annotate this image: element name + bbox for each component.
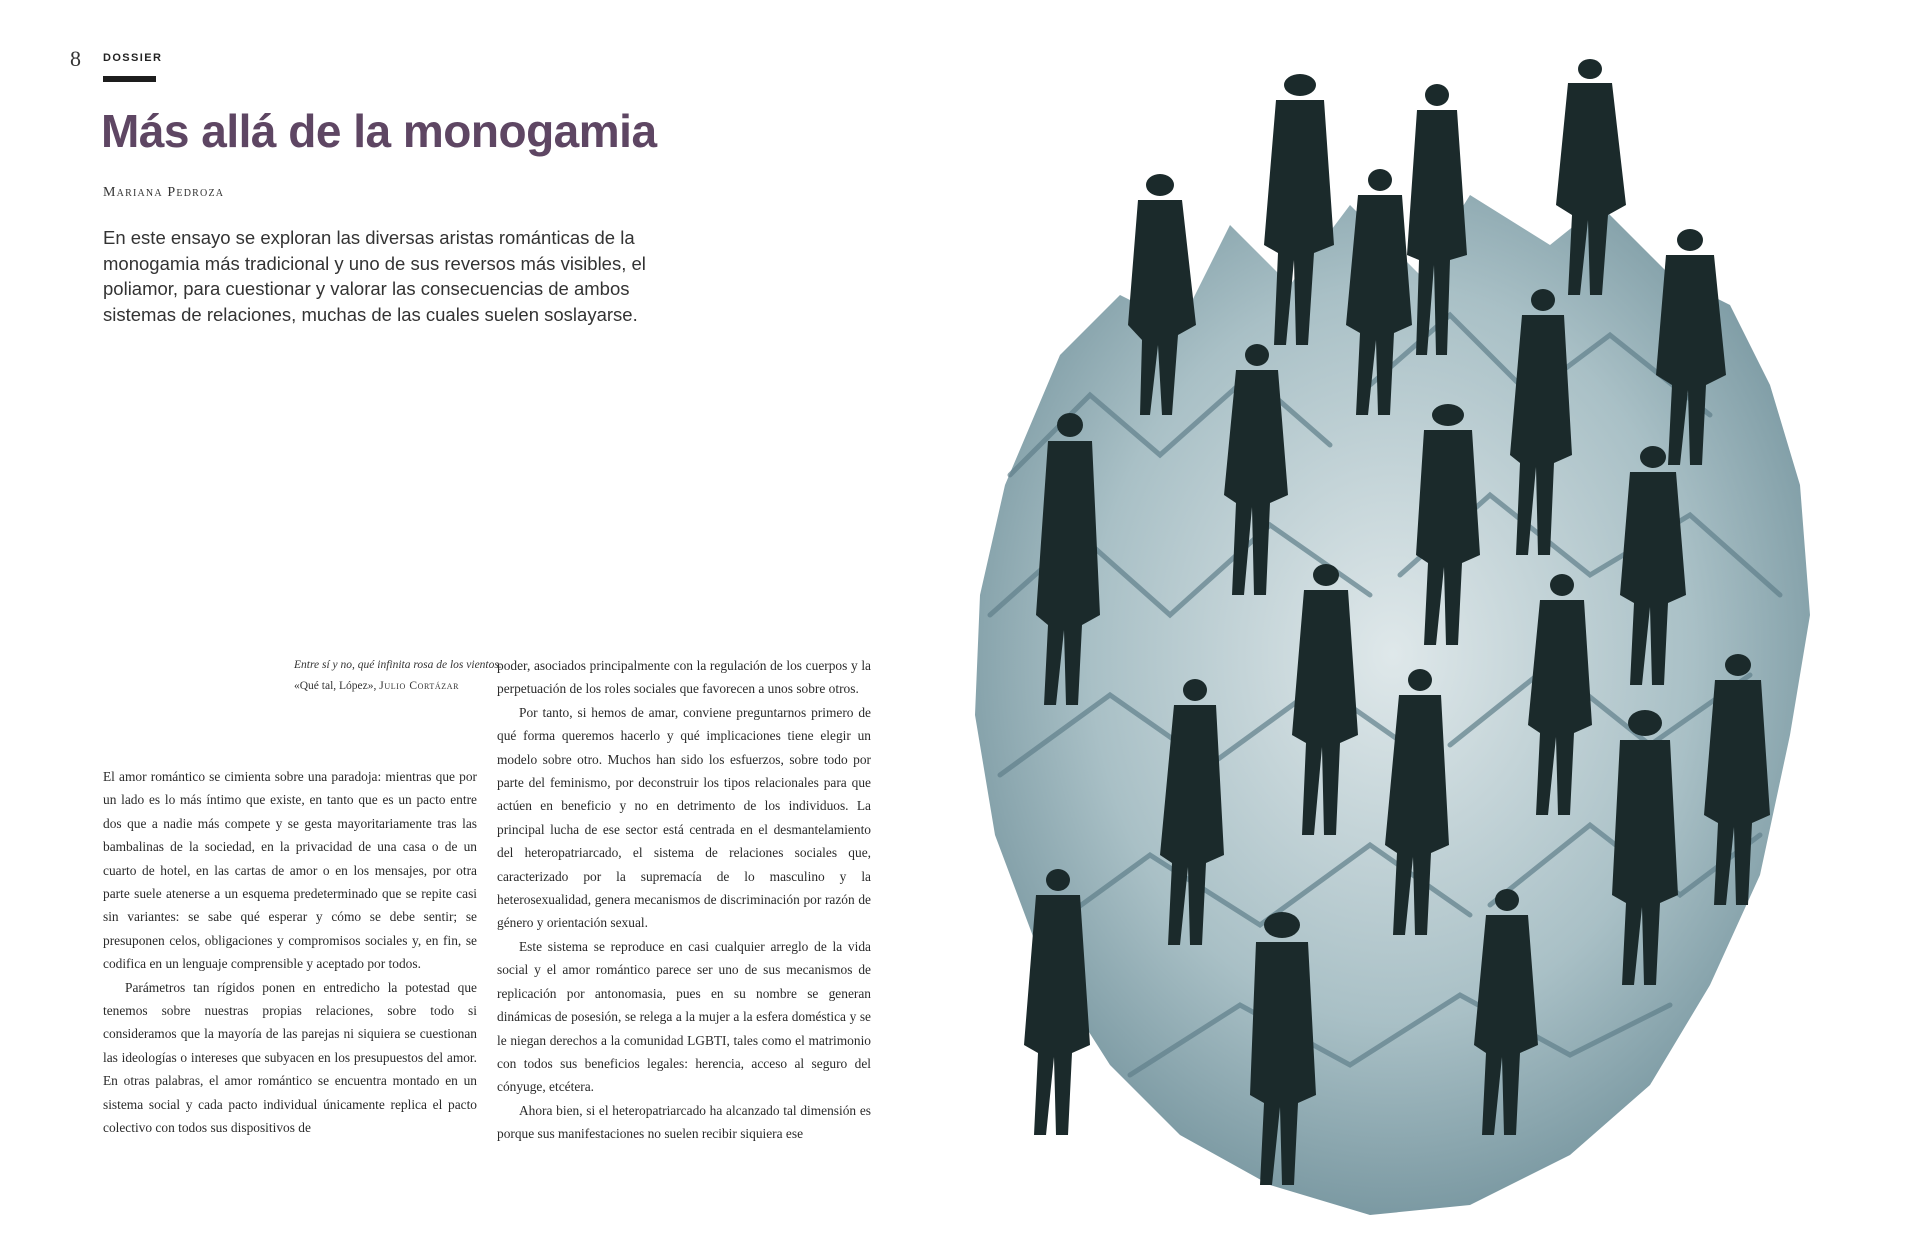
epigraph-author: Julio Cortázar (379, 680, 460, 692)
epigraph-work: «Qué tal, López», (294, 680, 377, 692)
section-rule (103, 76, 156, 82)
article-author: Mariana Pedroza (103, 185, 225, 200)
paragraph: Este sistema se reproduce en casi cualquier arreglo de la vida social y el amor romántico parece ser uno de sus mecanismos de replicación por antonomasia, pues en su nombre se generan dinámicas de posesión, se relega a la mujer a la esfera doméstica y se le niegan derechos a la comunidad LGBTI, tales como el matrimonio con todos sus beneficios legales: herencia, acceso al seguro del cónyuge, etcétera. (497, 938, 871, 1095)
body-column-right (497, 654, 871, 1146)
paragraph: Parámetros tan rígidos ponen en entredicho la potestad que tenemos sobre nuestras propias relaciones, sobre todo si consideramos que la mayoría de las parejas ni siquiera se cuestionan las ideologías o intereses que subyacen en los presupuestos del amor. En otras palabras, el amor romántico se encuentra montado en un sistema social y cada pacto individual únicamente replica el pacto colectivo con todos sus dispositivos de (103, 979, 477, 1136)
paragraph: Por tanto, si hemos de amar, conviene preguntarnos primero de qué forma queremos hacerlo y qué implicaciones tiene elegir un modelo sobre otro. Muchos han sido los esfuerzos, sobre todo por parte del feminismo, por deconstruir los tipos relacionales para que actúen en beneficio y no en detrimento de los individuos. La principal lucha de ese sector está centrada en el desmantelamiento del heteropatriarcado, el sistema de relaciones sociales que, caracterizado por la supremacía de lo masculino y la heterosexualidad, genera mecanismos de discriminación por razón de género y orientación sexual. (497, 704, 871, 931)
section-label: DOSSIER (103, 52, 163, 64)
page-number: 8 (70, 46, 81, 71)
epigraph (294, 655, 519, 697)
body-column-left (103, 765, 477, 1145)
paragraph: poder, asociados principalmente con la regulación de los cuerpos y la perpetuación de los roles sociales que favorecen a unos sobre otros. (497, 658, 871, 697)
mountain-figures-illustration (950, 55, 1880, 1235)
paragraph: Ahora bien, si el heteropatriarcado ha alcanzado tal dimensión es porque sus manifestaciones no suelen recibir siquiera ese (497, 1102, 871, 1142)
article-title: Más allá de la monogamia (101, 105, 657, 157)
paragraph: El amor romántico se cimienta sobre una paradoja: mientras que por un lado es lo más íntimo que existe, en tanto que es un pacto entre dos que a nadie más compete y se gesta mayoritariamente tras las bambalinas de la sociedad, en la privacidad de una casa o de un cuarto de hotel, en las cartas de amor o en los mensajes, por otra parte suele atenerse a un esquema predeterminado que se repite casi sin variantes: se sabe qué esperar y cómo se debe sentir; se presuponen celos, obligaciones y compromisos sociales y, en fin, se codifica en un lenguaje comprensible y aceptado por todos. (103, 769, 477, 972)
epigraph-source (294, 676, 519, 697)
article-lede: En este ensayo se exploran las diversas aristas románticas de la monogamia más tradicional y uno de sus reversos más visibles, el poliamor, para cuestionar y valorar las consecuencias de ambos sistemas de relaciones, muchas de las cuales suelen soslayarse. (103, 227, 646, 325)
epigraph-quote: Entre sí y no, qué infinita rosa de los vientos. (294, 659, 502, 671)
